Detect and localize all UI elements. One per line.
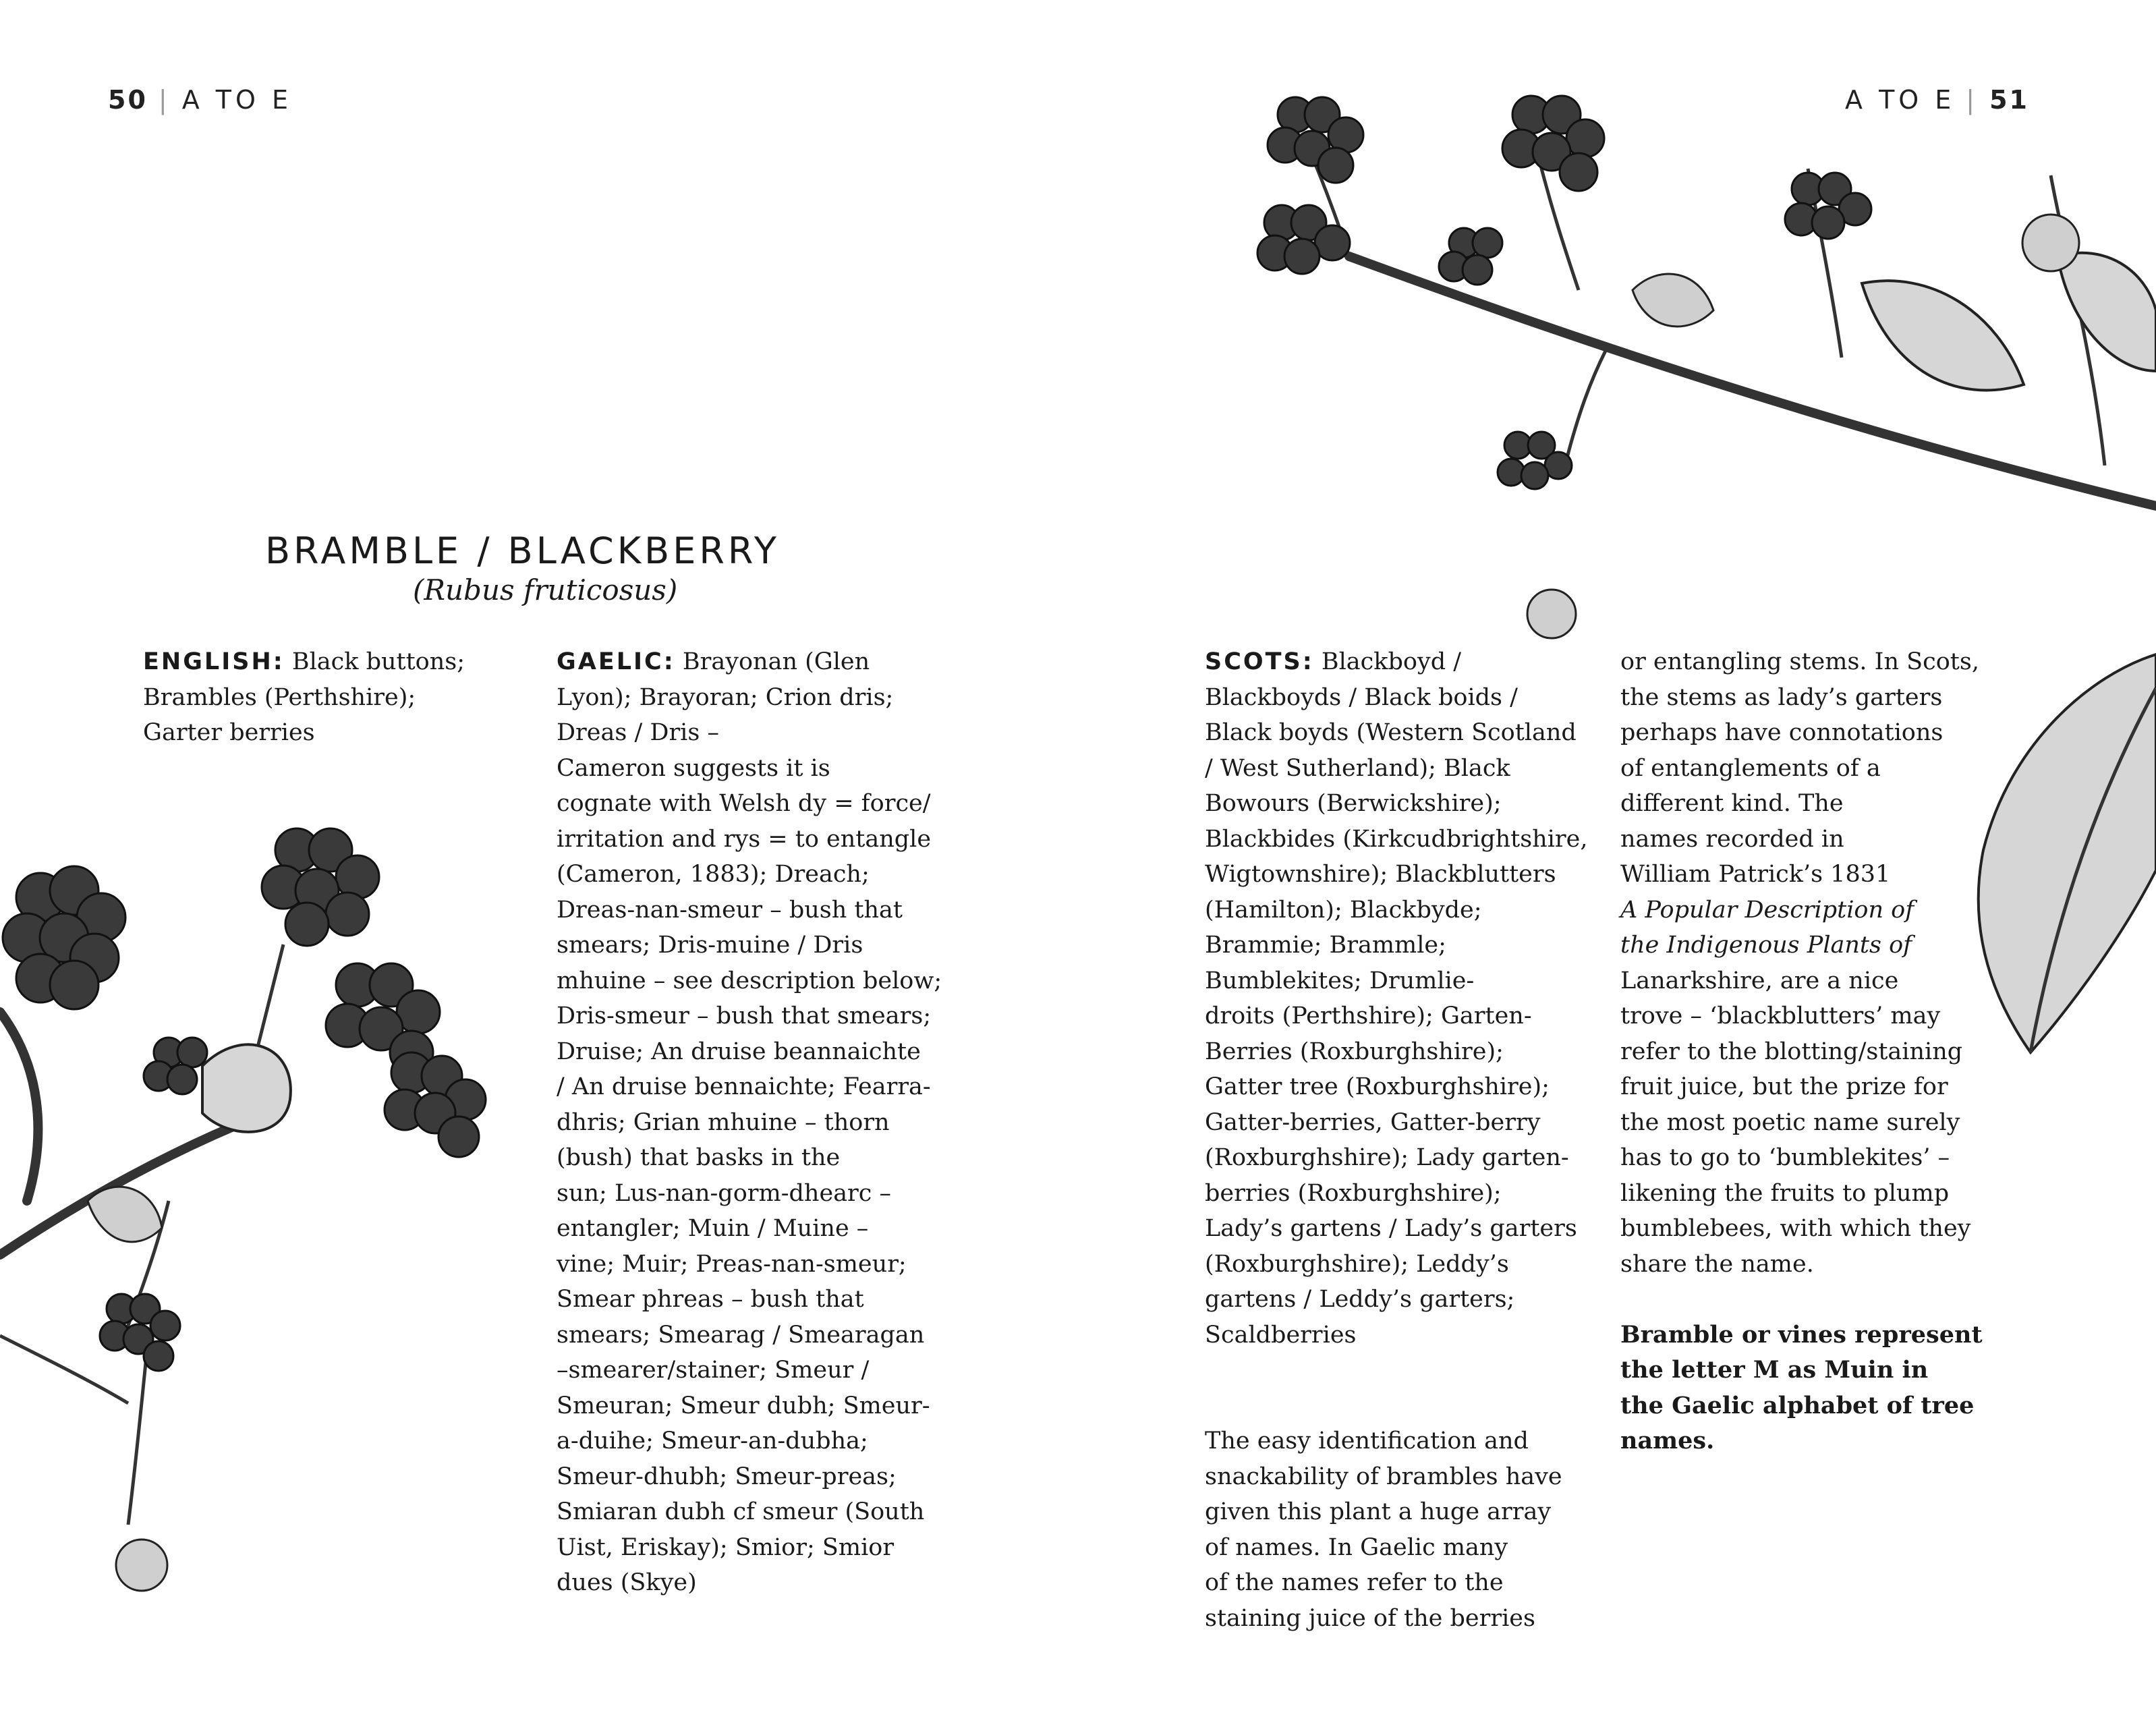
header-separator: | [1966, 85, 1979, 115]
scots-names-column [1205, 644, 1610, 1636]
unripe-berry [1439, 228, 1502, 285]
gaelic-line: / An druise bennaichte; Fearra- [557, 1073, 931, 1100]
description-line: staining juice of the berries [1205, 1604, 1535, 1632]
description-line: of the names refer to the [1205, 1569, 1504, 1596]
section-title-right: A TO E [1845, 85, 1956, 115]
scots-line: droits (Perthshire); Garten- [1205, 1002, 1532, 1029]
blackberry-fruit [1268, 97, 1363, 183]
description-line: has to go to ‘bumblekites’ – [1620, 1144, 1950, 1171]
blackberry-fruit [262, 828, 379, 946]
description-line: A Popular Description of [1620, 896, 1914, 924]
gaelic-line: Dreas / Dris – [557, 719, 719, 746]
gaelic-line: Smeur-dhubh; Smeur-preas; [557, 1463, 897, 1490]
section-title-left: A TO E [181, 85, 292, 115]
description-line: trove – ‘blackblutters’ may [1620, 1002, 1941, 1029]
gaelic-line: Lyon); Brayoran; Crion dris; [557, 683, 894, 711]
scots-line: Lady’s gartens / Lady’s garters [1205, 1215, 1577, 1242]
gaelic-line: Smeuran; Smeur dubh; Smeur- [557, 1392, 930, 1419]
flower-bud [1527, 590, 1576, 638]
description-line: perhaps have connotations [1620, 719, 1944, 746]
description-line: given this plant a huge array [1205, 1498, 1552, 1525]
gaelic-line: cognate with Welsh dy = force/ [557, 790, 931, 817]
gaelic-line: Druise; An druise beannaichte [557, 1038, 921, 1065]
gaelic-names-column [557, 644, 955, 1601]
entry-latin-name: (Rubus fruticosus) [413, 573, 678, 606]
description-line: or entangling stems. In Scots, [1620, 648, 1979, 675]
scots-spacer [1205, 1353, 1610, 1388]
bramble-illustration-left [0, 823, 526, 1619]
english-line: Black buttons; [291, 648, 465, 675]
flower-bud [116, 1540, 167, 1591]
description-line: the stems as lady’s garters [1620, 683, 1943, 711]
page-number-right: 51 [1989, 85, 2029, 115]
blackberry-fruit [1502, 96, 1604, 191]
description-line: snackability of brambles have [1205, 1463, 1562, 1490]
gaelic-line: (Cameron, 1883); Dreach; [557, 861, 870, 888]
entry-title: BRAMBLE / BLACKBERRY [265, 530, 780, 572]
unripe-berry [144, 1038, 207, 1094]
bramble-illustration-right [1214, 88, 2156, 675]
bramble-leaf-illustration [1956, 648, 2156, 1059]
scots-line: Black boyds (Western Scotland [1205, 719, 1577, 746]
scots-line: Gatter tree (Roxburghshire); [1205, 1073, 1550, 1100]
blackberry-fruit [3, 866, 125, 1009]
description-line: the Indigenous Plants of [1620, 932, 1912, 959]
gaelic-line: sun; Lus-nan-gorm-dhearc – [557, 1179, 892, 1207]
scots-line: Blackboyd / [1321, 648, 1462, 675]
description-column [1620, 644, 1998, 1459]
running-head-left [108, 85, 292, 115]
scots-line: (Roxburghshire); Lady garten- [1205, 1144, 1569, 1171]
description-line: share the name. [1620, 1250, 1814, 1278]
description-line: bumblebees, with which they [1620, 1215, 1971, 1242]
scots-line: Bumblekites; Drumlie- [1205, 967, 1475, 994]
blackberry-fruit [100, 1294, 180, 1371]
description-line: of names. In Gaelic many [1205, 1533, 1508, 1561]
description-line: the most poetic name surely [1620, 1108, 1960, 1136]
description-line: different kind. The [1620, 790, 1844, 817]
gaelic-line: dues (Skye) [557, 1569, 697, 1596]
english-line: Garter berries [143, 719, 315, 746]
description-line: refer to the blotting/staining [1620, 1038, 1963, 1065]
gaelic-line: Cameron suggests it is [557, 754, 830, 782]
gaelic-line: mhuine – see description below; [557, 967, 942, 994]
note-spacer [1620, 1282, 1998, 1318]
gaelic-line: a-duihe; Smeur-an-dubha; [557, 1428, 868, 1454]
note-line: Bramble or vines represent [1620, 1320, 1983, 1349]
blackberry-fruit [1785, 173, 1871, 239]
scots-line: berries (Roxburghshire); [1205, 1179, 1502, 1207]
description-line: fruit juice, but the prize for [1620, 1073, 1948, 1100]
english-line: Brambles (Perthshire); [143, 683, 416, 711]
header-separator: | [158, 85, 171, 115]
gaelic-line: Brayonan (Glen [682, 648, 870, 675]
note-line: the Gaelic alphabet of tree [1620, 1391, 1975, 1419]
scots-spacer [1205, 1388, 1610, 1424]
scots-line: Brammie; Brammle; [1205, 932, 1446, 959]
gaelic-label: GAELIC: [557, 648, 675, 675]
gaelic-line: Smiaran dubh cf smeur (South [557, 1498, 925, 1525]
description-line: of entanglements of a [1620, 754, 1881, 782]
flower-bud [2022, 215, 2079, 271]
gaelic-line: (bush) that basks in the [557, 1144, 841, 1171]
gaelic-line: Uist, Eriskay); Smior; Smior [557, 1533, 895, 1561]
gaelic-line: Dris-smeur – bush that smears; [557, 1002, 932, 1029]
scots-line: Gatter-berries, Gatter-berry [1205, 1108, 1541, 1136]
scots-line: (Roxburghshire); Leddy’s [1205, 1250, 1509, 1278]
gaelic-line: Smear phreas – bush that [557, 1286, 864, 1313]
scots-line: Wigtownshire); Blackblutters [1205, 861, 1556, 888]
blackberry-fruit [1498, 432, 1572, 489]
gaelic-line: vine; Muir; Preas-nan-smeur; [557, 1250, 907, 1278]
blackberry-fruit [385, 1052, 486, 1157]
scots-line: gartens / Leddy’s garters; [1205, 1286, 1515, 1313]
scots-line: Blackboyds / Black boids / [1205, 683, 1518, 711]
scots-line: Bowours (Berwickshire); [1205, 790, 1502, 817]
description-line: William Patrick’s 1831 [1620, 861, 1891, 888]
scots-label: SCOTS: [1205, 648, 1314, 675]
scots-line: Berries (Roxburghshire); [1205, 1038, 1504, 1065]
description-line: Lanarkshire, are a nice [1620, 967, 1899, 994]
gaelic-line: Dreas-nan-smeur – bush that [557, 896, 903, 924]
gaelic-line: entangler; Muin / Muine – [557, 1215, 869, 1242]
description-line: The easy identification and [1205, 1428, 1529, 1454]
gaelic-line: smears; Dris-muine / Dris [557, 932, 863, 959]
gaelic-line: smears; Smearag / Smearagan [557, 1321, 925, 1349]
description-line: likening the fruits to plump [1620, 1179, 1950, 1207]
gaelic-line: dhris; Grian mhuine – thorn [557, 1108, 890, 1136]
gaelic-line: –smearer/stainer; Smeur / [557, 1357, 870, 1384]
scots-line: Scaldberries [1205, 1321, 1357, 1349]
description-line: names recorded in [1620, 825, 1844, 853]
english-names-column [143, 644, 494, 751]
note-line: names. [1620, 1427, 1715, 1454]
scots-line: / West Sutherland); Black [1205, 754, 1510, 782]
scots-line: Blackbides (Kirkcudbrightshire, [1205, 825, 1588, 853]
gaelic-line: irritation and rys = to entangle [557, 825, 932, 853]
english-label: ENGLISH: [143, 648, 285, 675]
note-line: the letter M as Muin in [1620, 1356, 1929, 1384]
scots-line: (Hamilton); Blackbyde; [1205, 896, 1482, 924]
page-number-left: 50 [108, 85, 148, 115]
